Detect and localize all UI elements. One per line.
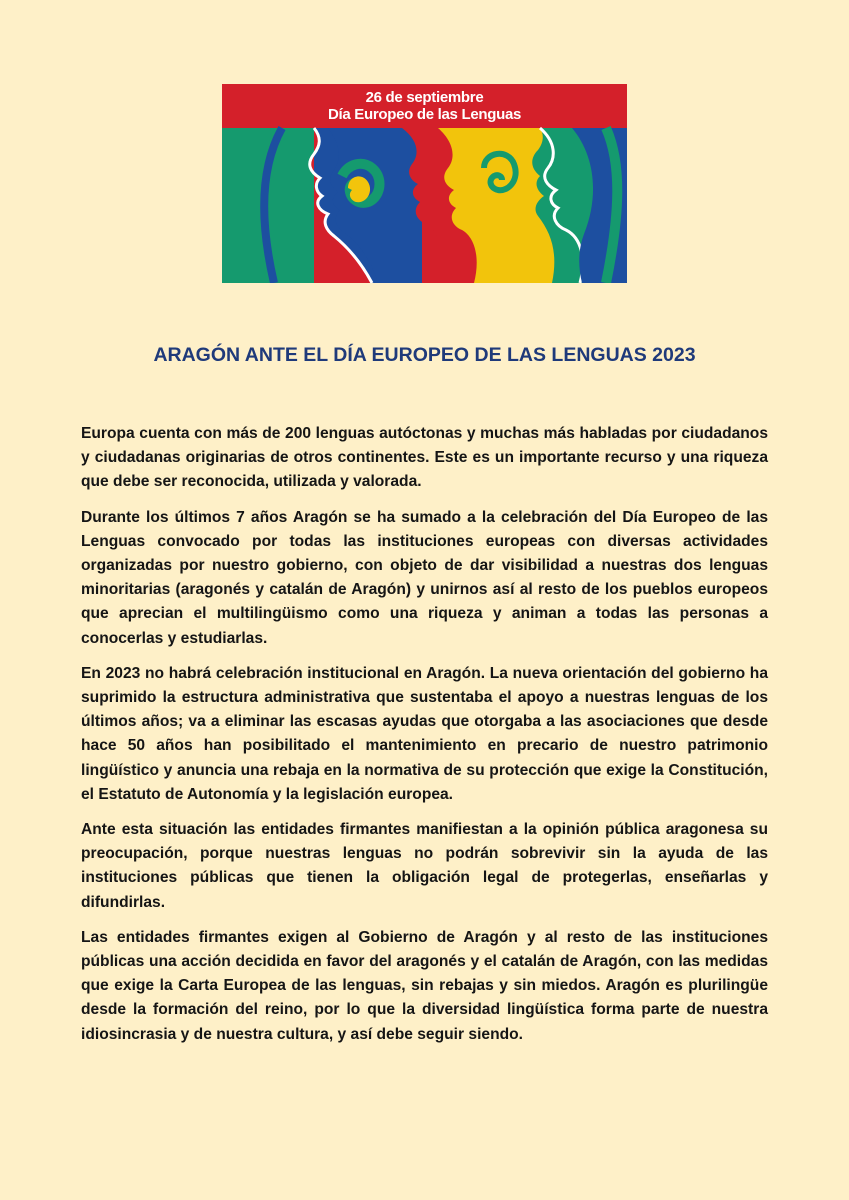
european-day-of-languages-logo bbox=[222, 84, 627, 283]
paragraph-4: Ante esta situación las entidades firmantes manifiestan a la opinión pública aragonesa su preocupación, porque nuestras lenguas no podrán sobrevivir sin la ayuda de las instituciones públicas que tienen la obligación legal de protegerlas, enseñarlas y difundirlas. bbox=[81, 821, 768, 911]
document-title: ARAGÓN ANTE EL DÍA EUROPEO DE LAS LENGUAS 2023 bbox=[153, 344, 696, 366]
paragraph-3: En 2023 no habrá celebración institucional en Aragón. La nueva orientación del gobierno ha suprimido la estructura administrativa que sustentaba el apoyo a nuestras lenguas de los últimos años; va a eliminar las escasas ayudas que otorgaba a las asociaciones que desde hace 50 años han posibilitado el mantenimiento en precario de nuestro patrimonio lingüístico y anuncia una rebaja en la normativa de su protección que exige la Constitución, el Estatuto de Autonomía y la legislación europea. bbox=[81, 664, 768, 803]
document-body bbox=[81, 422, 768, 1058]
paragraph-5: Las entidades firmantes exigen al Gobierno de Aragón y al resto de las instituciones públicas una acción decidida en favor del aragonés y el catalán de Aragón, con las medidas que exige la Carta Europea de las lenguas, sin rebajas y sin miedos. Aragón es plurilingüe desde la formación del reino, por lo que la diversidad lingüística forma parte de nuestra idiosincrasia y de nuestra cultura, y así debe seguir siendo. bbox=[81, 928, 768, 1043]
paragraph-1: Europa cuenta con más de 200 lenguas autóctonas y muchas más habladas por ciudadanos y ciudadanas originarias de otros continentes. Este es un importante recurso y una riqueza que debe ser reconocida, utilizada y valorada. bbox=[81, 425, 768, 491]
logo-date-text: 26 de septiembre bbox=[365, 89, 484, 106]
paragraph-2: Durante los últimos 7 años Aragón se ha sumado a la celebración del Día Europeo de las Lenguas convocado por todas las instituciones europeas con diversas actividades organizadas por nuestro gobierno, con objeto de dar visibilidad a nuestras dos lenguas minoritarias (aragonés y catalán de Aragón) y unirnos así al resto de los pueblos europeos que aprecian el multilingüismo como una riqueza y animan a todas las personas a conocerlas y estudiarlas. bbox=[81, 508, 768, 647]
logo-event-text: Día Europeo de las Lenguas bbox=[327, 106, 522, 123]
